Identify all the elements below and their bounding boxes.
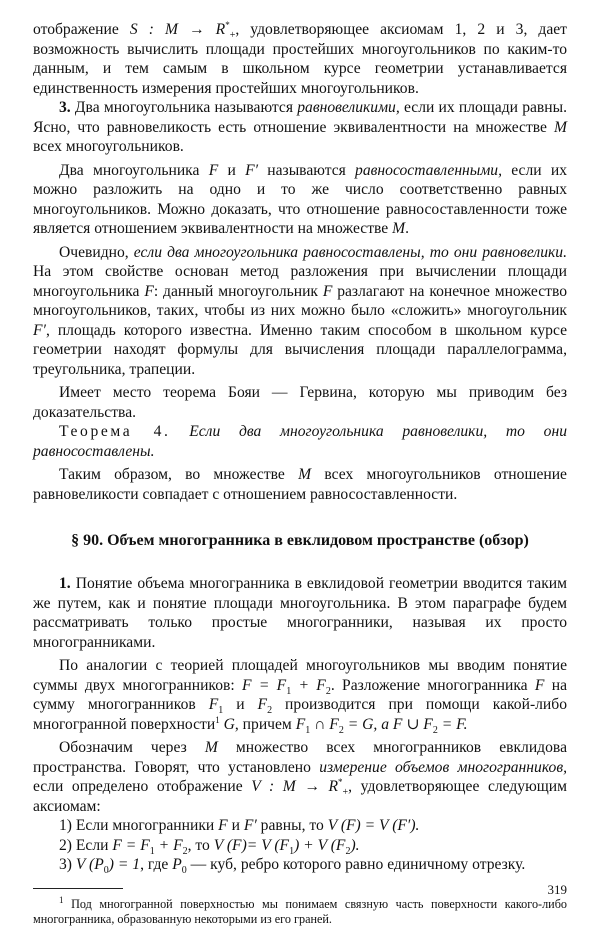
- theorem-4: Теорема 4. Если два многоугольника равновелики, то они равносоставлены.: [33, 423, 567, 460]
- paragraph-area-axioms-summary: отображение S : $M \to R^*_+$, удовлетворяющее аксиомам 1, 2 и 3, дает возможность вычислить площади простейших многоугольников по каким-то данным, и тем самым в школьном курсе геометрии устанавливается единственность измерения простейших многоугольников.: [33, 19, 567, 97]
- axiom-3: 3) V $(P_0) = 1$, где $P_0$ — куб, ребро которого равно единичному отрезку.: [59, 856, 526, 877]
- footnote-reference: 1: [215, 714, 220, 725]
- axiom-2: 2) Если $F = F_1 + F_2$, то V (F)= V $(F_1) + V$ $(F_2)$.: [59, 836, 360, 857]
- paragraph-relation-conclusion: Таким образом, во множестве M всех многоугольников отношение равновеликости совпадает с отношением равносоставленности.: [33, 466, 567, 503]
- section-heading: § 90. Объем многогранника в евклидовом пространстве (обзор): [71, 532, 529, 549]
- paragraph-polyhedra-sum: По аналогии с теорией площадей многоугольников мы вводим понятие суммы двух многогранников: $F = F_1 + F_2$. Разложение многогранника F на сумму многогранников $F_1$ и $F_2$ производится при помощи какой-либо многогранной поверхности$^1$ G, причем $F_1$ ∩ $F_2 = G$, а F ∪ $F_2 = F$.: [33, 657, 567, 736]
- footnote: $^1$ Под многогранной поверхностью мы понимаем связную часть поверхности какого-либо многогранника, образованную некоторыми из его граней.: [33, 894, 567, 926]
- page-number: 319: [547, 882, 567, 897]
- footnote-mark: 1: [59, 894, 64, 905]
- paragraph-bolyai-gerwien: Имеет место теорема Бояи — Гервина, которую мы приводим без доказательства.: [33, 384, 567, 421]
- paragraph-volume-definition: Обозначим через M множество всех многогранников евклидова пространства. Говорят, что установлено измерение объемов многогранников, если определено отображение V : $M \to R^*_+$, удовлетворяющее следующим аксиомам:: [33, 739, 567, 815]
- paragraph-equal-area: 3. Два многоугольника называются равновеликими, если их площади равны. Ясно, что равновеликость есть отношение эквивалентности на множестве M всех многоугольников.: [33, 99, 568, 155]
- paragraph-decomposition-method: Очевидно, если два многоугольника равносоставлены, то они равновелики. На этом свойстве основан метод разложения при вычислении площади многоугольника F: данный многоугольник F разлагают на конечное множество многоугольников, таких, чтобы из них можно было «сложить» многоугольник F′, площадь которого известна. Именно таким способом в школьном курсе геометрии находят формулы для вычисления площади параллелограмма, треугольника, трапеции.: [33, 243, 568, 378]
- paragraph-equidecomposable: Два многоугольника F и F′ называются равносоставленными, если их можно разложить на одно и то же число соответственно равных многоугольников. Можно доказать, что отношение равносоставленности тоже является отношением эквивалентности на множестве M.: [33, 161, 567, 237]
- axiom-1: 1) Если многогранники F и F′ равны, то V (F) = V (F′).: [59, 817, 420, 834]
- paragraph-volume-intro: 1. Понятие объема многогранника в евклидовой геометрии вводится таким же путем, как и понятие площади многоугольника. В этом параграфе будем рассматривать только простые многогранники, называя их просто многогранниками.: [33, 575, 567, 651]
- footnote-divider: [33, 888, 123, 889]
